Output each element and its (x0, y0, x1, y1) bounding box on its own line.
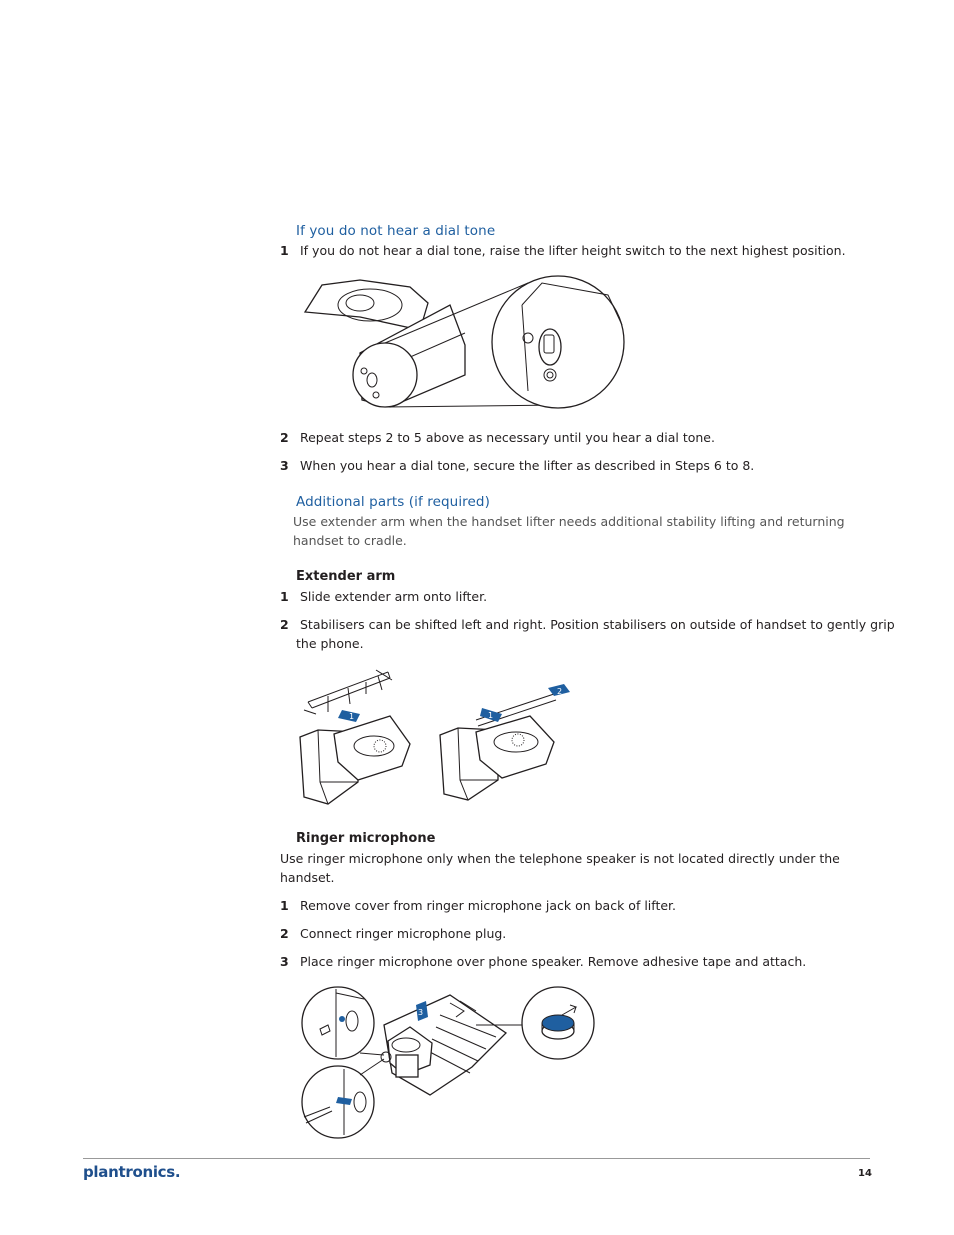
step-text: Connect ringer microphone plug. (299, 926, 507, 941)
step-number: 3 (280, 458, 289, 473)
footer-rule (83, 1158, 870, 1159)
brand-logo: plantronics. (83, 1163, 181, 1181)
step-item (280, 952, 806, 971)
step-item (280, 587, 487, 606)
arrow-badge (480, 708, 502, 722)
arrow-label: 1 (349, 712, 355, 721)
step-text: Slide extender arm onto lifter. (299, 589, 488, 604)
step-item (280, 456, 754, 475)
step-item (280, 428, 715, 447)
step-number: 1 (280, 898, 289, 913)
note-line: handset to cradle. (293, 533, 407, 548)
page-number: 14 (858, 1168, 872, 1179)
step-number: 3 (280, 954, 289, 969)
step-number: 2 (280, 430, 289, 445)
step-item (280, 615, 895, 634)
arrow-label: 1 (488, 711, 494, 720)
step-text-continued: the phone. (296, 636, 364, 651)
arrow-badge (548, 684, 570, 696)
intro-line: handset. (280, 870, 335, 885)
extender-arm-slide-illustration (298, 662, 408, 807)
step-text: When you hear a dial tone, secure the lifter as described in Steps 6 to 8. (299, 458, 755, 473)
step-text: Remove cover from ringer microphone jack on back of lifter. (299, 898, 677, 913)
step-text: Repeat steps 2 to 5 above as necessary until you hear a dial tone. (299, 430, 715, 445)
section-heading-additional-parts: Additional parts (if required) (296, 494, 490, 510)
step-number: 1 (280, 589, 289, 604)
arrow-label: 2 (557, 687, 563, 696)
arrow-label: 3 (418, 1008, 424, 1017)
arrow-badge (338, 710, 360, 722)
step-number: 1 (280, 243, 289, 258)
step-text: Place ringer microphone over phone speaker. Remove adhesive tape and attach. (299, 954, 807, 969)
subheading-extender-arm: Extender arm (296, 569, 396, 584)
step-text: If you do not hear a dial tone, raise the lifter height switch to the next highest position. (299, 243, 846, 258)
intro-line: Use ringer microphone only when the telephone speaker is not located directly under the (280, 851, 840, 866)
subheading-ringer-microphone: Ringer microphone (296, 831, 436, 846)
ringer-microphone-illustration (300, 985, 600, 1140)
step-item (280, 924, 506, 943)
note-line: Use extender arm when the handset lifter needs additional stability lifting and returning (293, 514, 845, 529)
lifter-height-switch-illustration (300, 275, 630, 415)
step-item (280, 241, 846, 260)
step-number: 2 (280, 926, 289, 941)
step-number: 2 (280, 617, 289, 632)
step-text: Stabilisers can be shifted left and right. Position stabilisers on outside of handset to gently grip (299, 617, 895, 632)
section-heading-dial-tone: If you do not hear a dial tone (296, 223, 496, 239)
step-item (280, 896, 676, 915)
extender-arm-stabilisers-illustration (436, 680, 576, 805)
